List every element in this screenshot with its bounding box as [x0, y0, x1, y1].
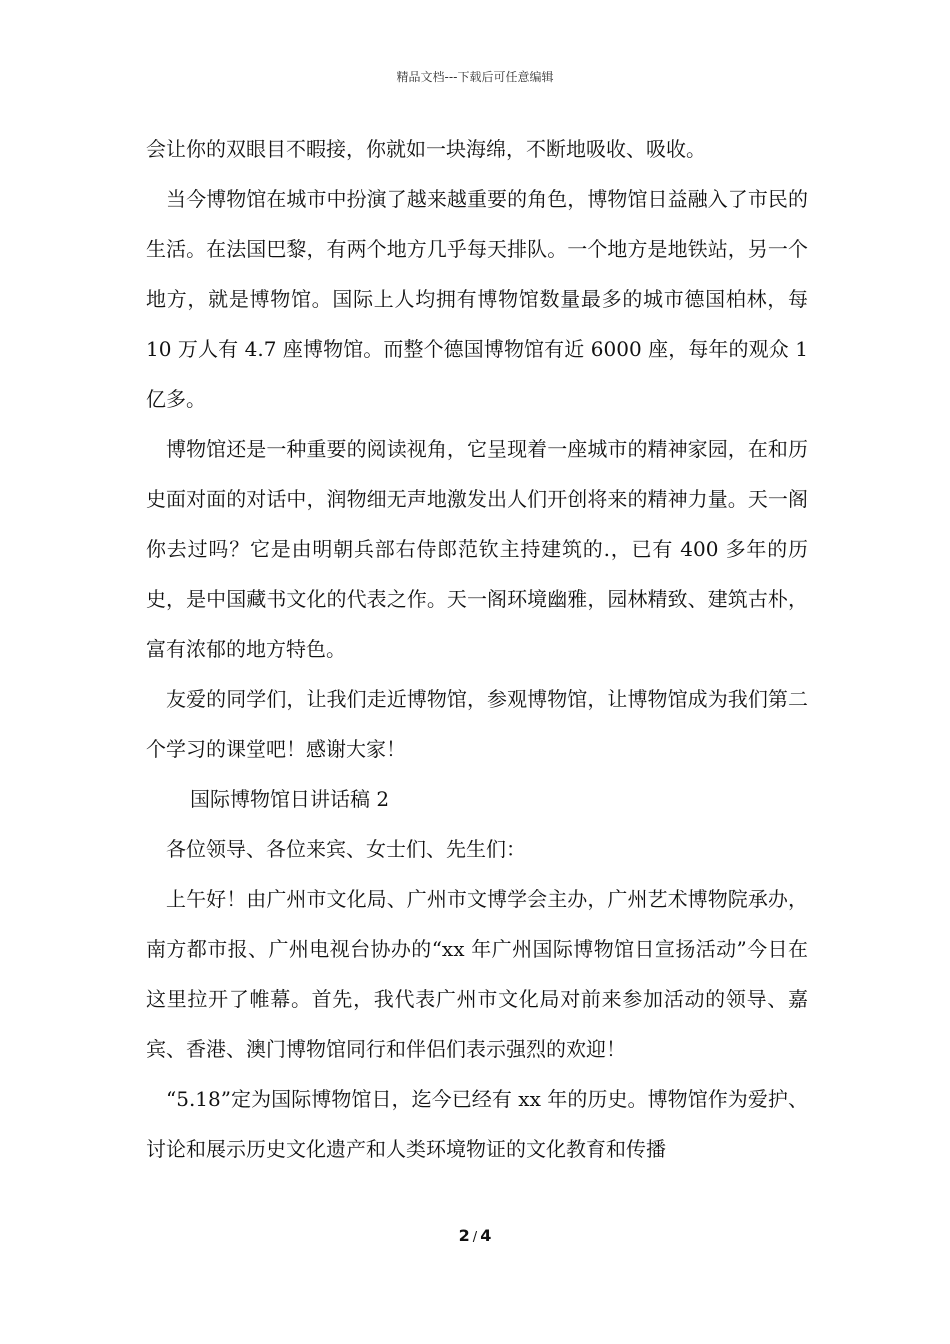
- page-number: [0, 1226, 950, 1245]
- document-body: [146, 124, 808, 1174]
- paragraph: 友爱的同学们，让我们走近博物馆，参观博物馆，让博物馆成为我们第二个学习的课堂吧！感谢大家！: [146, 687, 808, 761]
- paragraph: 当今博物馆在城市中扮演了越来越重要的角色，博物馆日益融入了市民的生活。在法国巴黎，有两个地方几乎每天排队。一个地方是地铁站，另一个地方，就是博物馆。国际上人均拥有博物馆数量最多的城市德国柏林，每 10 万人有 4.7 座博物馆。而整个德国博物馆有近 6000 座，每年的观众 1 亿多。: [146, 187, 808, 411]
- current-page-number: 2: [458, 1226, 470, 1245]
- total-pages-number: 4: [480, 1226, 492, 1245]
- paragraph: 会让你的双眼目不暇接，你就如一块海绵，不断地吸收、吸收。: [146, 137, 706, 161]
- paragraph: “5.18”定为国际博物馆日，迄今已经有 xx 年的历史。博物馆作为爱护、讨论和展示历史文化遗产和人类环境物证的文化教育和传播: [146, 1087, 808, 1161]
- page-header: 精品文档---下载后可任意编辑: [396, 70, 554, 84]
- page-separator: /: [472, 1230, 478, 1245]
- section-title: 国际博物馆日讲话稿 2: [190, 787, 390, 811]
- paragraph: 博物馆还是一种重要的阅读视角，它呈现着一座城市的精神家园，在和历史面对面的对话中，润物细无声地激发出人们开创将来的精神力量。天一阁你去过吗？它是由明朝兵部右侍郎范钦主持建筑的.，已有 400 多年的历史，是中国藏书文化的代表之作。天一阁环境幽雅，园林精致、建筑古朴，富有浓郁的地方特色。: [146, 437, 808, 661]
- paragraph: 上午好！由广州市文化局、广州市文博学会主办，广州艺术博物院承办，南方都市报、广州电视台协办的“xx 年广州国际博物馆日宣扬活动”今日在这里拉开了帷幕。首先，我代表广州市文化局对前来参加活动的领导、嘉宾、香港、澳门博物馆同行和伴侣们表示强烈的欢迎！: [146, 887, 808, 1061]
- greeting-line: 各位领导、各位来宾、女士们、先生们：: [166, 837, 526, 861]
